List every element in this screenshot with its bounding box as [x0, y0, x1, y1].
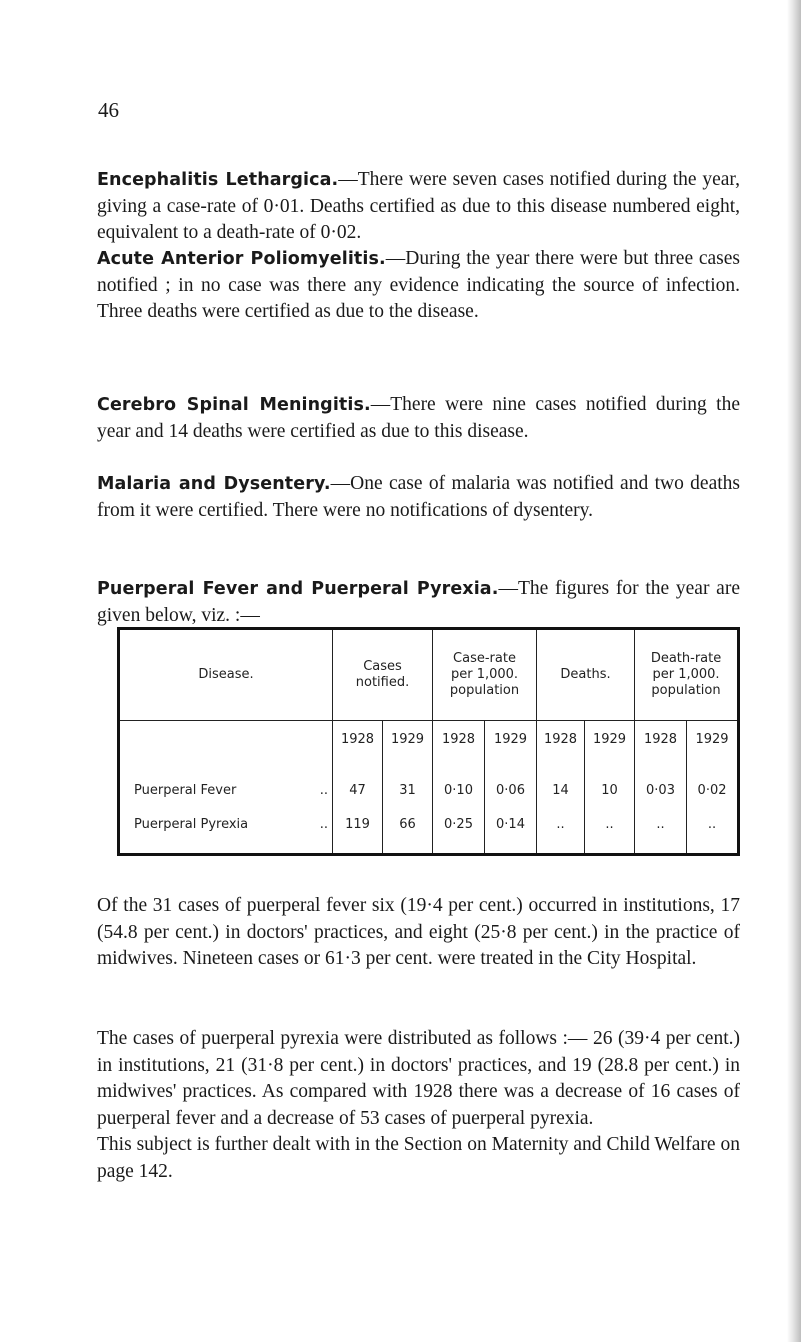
year-cell: 1929: [585, 721, 635, 758]
year-cell: 1929: [695, 731, 729, 747]
table-cell: 119: [333, 807, 383, 841]
table-spacer-row: [119, 841, 739, 855]
paragraph-meningitis-text: —There were nine cases notified during the year and 14 deaths were certified as due to this disease.: [97, 394, 740, 442]
year-cell: 1929: [383, 721, 433, 758]
header-deaths: Deaths.: [537, 629, 635, 721]
row-disease-name: Puerperal Pyrexia ..: [119, 807, 333, 841]
table-cell: ..: [707, 816, 717, 832]
paragraph-maternity-reference: This subject is further dealt with in the Section on Maternity and Child Welfare on page 142.: [97, 1134, 740, 1182]
heading-meningitis: Cerebro Spinal Meningitis.: [97, 395, 371, 415]
table-cell: ..: [585, 807, 635, 841]
table-cell: 0·02: [697, 782, 727, 798]
table-cell: 10: [585, 773, 635, 807]
table-cell: 0·25: [433, 807, 485, 841]
table-cell: 14: [537, 773, 585, 807]
year-blank: [119, 721, 333, 758]
paragraph-encephalitis: [97, 167, 740, 247]
paragraph-puerperal: [97, 576, 740, 629]
table-row: [119, 773, 739, 807]
year-cell: 1928: [333, 721, 383, 758]
table-cell: 66: [383, 807, 433, 841]
year-cell: 1928: [433, 721, 485, 758]
table-cell: ..: [635, 807, 687, 841]
heading-poliomyelitis: Acute Anterior Poliomyelitis.: [97, 249, 386, 269]
puerperal-table-container: [117, 627, 737, 848]
table-cell: 31: [383, 773, 433, 807]
paragraph-encephalitis-text: —There were seven cases notified during the year, giving a case-rate of 0·01. Deaths certified as due to this disease numbered eight, equivalent to a death-rate of 0·02.: [97, 169, 740, 244]
table-header-row: [119, 629, 739, 721]
paragraph-puerperal-text: —The figures for the year are given below, viz. :—: [97, 578, 740, 626]
paragraph-poliomyelitis: [97, 246, 740, 326]
year-cell: 1928: [537, 721, 585, 758]
table-cell: 0·14: [485, 807, 537, 841]
table-year-row: [119, 721, 739, 758]
header-death-rate: Death-rate per 1,000. population: [635, 629, 739, 721]
header-disease: Disease.: [119, 629, 333, 721]
paragraph-puerperal-pyrexia-details: The cases of puerperal pyrexia were distributed as follows :— 26 (39·4 per cent.) in institutions, 21 (31·8 per cent.) in doctors' practices, and 19 (28.8 per cent.) in midwives' practices. As compared with 1928 there was a decrease of 16 cases of puerperal fever and a decrease of 53 cases of puerperal pyrexia.: [97, 1028, 740, 1129]
table-cell: ..: [537, 807, 585, 841]
heading-malaria: Malaria and Dysentery.: [97, 474, 331, 494]
header-cases-notified: Cases notified.: [333, 629, 433, 721]
paragraph-poliomyelitis-text: —During the year there were but three cases notified ; in no case was there any evidence indicating the source of infection. Three deaths were certified as due to the disease.: [97, 248, 740, 323]
heading-puerperal: Puerperal Fever and Puerperal Pyrexia.: [97, 579, 499, 599]
year-cell: 1929: [485, 721, 537, 758]
heading-encephalitis: Encephalitis Lethargica.: [97, 170, 339, 190]
row-disease-name: Puerperal Fever ..: [119, 773, 333, 807]
header-case-rate: Case-rate per 1,000. population: [433, 629, 537, 721]
table-cell: 47: [333, 773, 383, 807]
paragraph-meningitis: [97, 392, 740, 445]
table-row: [119, 807, 739, 841]
year-cell: 1928: [635, 721, 687, 758]
paragraph-malaria: [97, 471, 740, 524]
puerperal-table: [117, 627, 740, 856]
page-edge-shadow: [787, 0, 801, 1342]
table-cell: 0·06: [485, 773, 537, 807]
page-number: 46: [98, 98, 119, 122]
table-cell: 0·10: [433, 773, 485, 807]
table-spacer-row: [119, 757, 739, 773]
paragraph-malaria-text: —One case of malaria was notified and two deaths from it were certified. There were no notifications of dysentery.: [97, 473, 740, 521]
table-cell: 0·03: [635, 773, 687, 807]
paragraph-puerperal-fever-details: Of the 31 cases of puerperal fever six (19·4 per cent.) occurred in institutions, 17 (54.8 per cent.) in doctors' practices, and eight (25·8 per cent.) in the practice of midwives. Nineteen cases or 61·3 per cent. were treated in the City Hospital.: [97, 895, 740, 970]
